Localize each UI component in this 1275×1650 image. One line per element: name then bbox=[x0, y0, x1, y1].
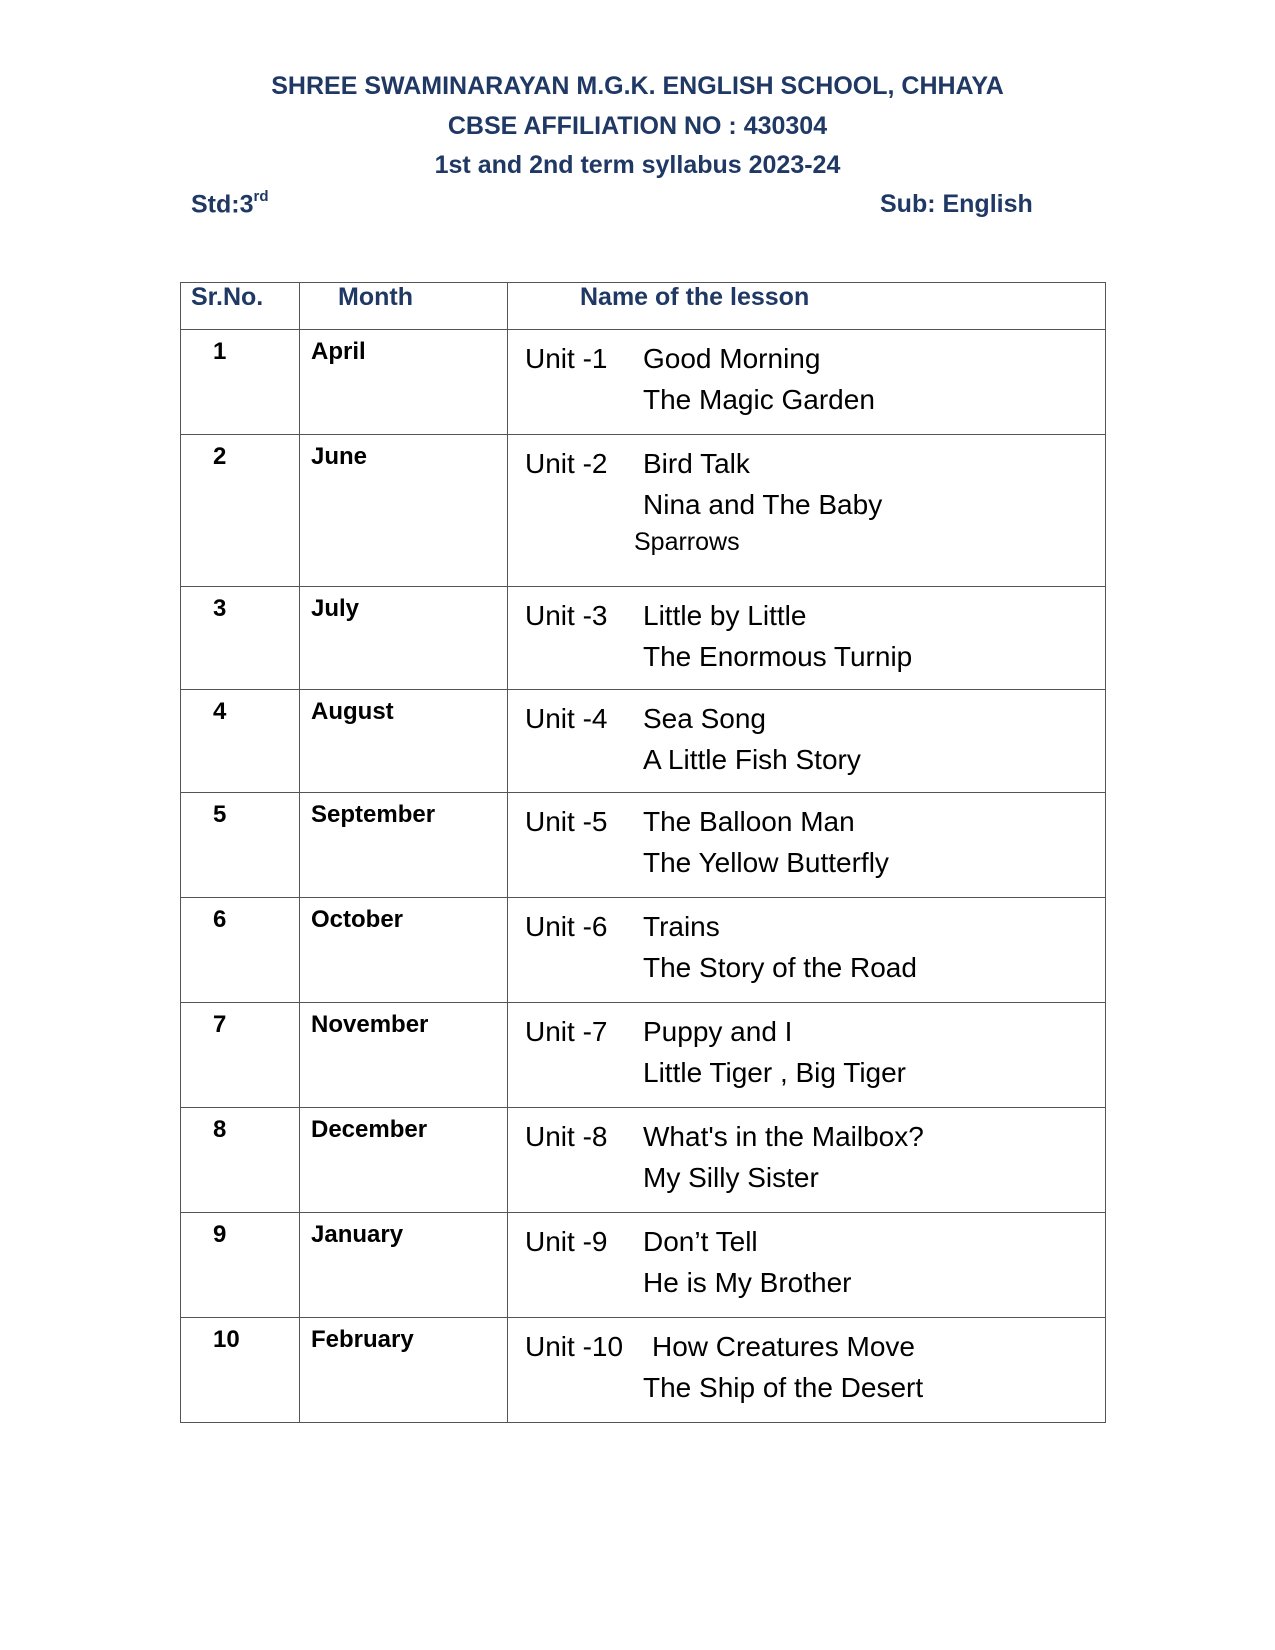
lesson-cell bbox=[508, 898, 1106, 1003]
sr-no-cell: 10 bbox=[181, 1318, 300, 1423]
lesson-title-1: How Creatures Move bbox=[652, 1331, 915, 1362]
lesson-line-1 bbox=[525, 698, 1105, 739]
lesson-title-3: Sparrows bbox=[634, 528, 740, 556]
lesson-title-2: Nina and The Baby bbox=[643, 489, 883, 520]
table-row bbox=[181, 435, 1106, 587]
lesson-title-2: He is My Brother bbox=[643, 1267, 852, 1298]
lesson-title-1: What's in the Mailbox? bbox=[643, 1121, 924, 1152]
column-header-sr-no: Sr.No. bbox=[181, 283, 300, 330]
table-row bbox=[181, 898, 1106, 1003]
sr-no-cell: 8 bbox=[181, 1108, 300, 1213]
table-header-row bbox=[181, 283, 1106, 330]
lesson-line-1 bbox=[525, 1221, 1105, 1262]
lesson-line-1 bbox=[525, 595, 1105, 636]
subject-label: Sub: English bbox=[880, 190, 1033, 218]
lesson-cell bbox=[508, 1108, 1106, 1213]
unit-label: Unit -9 bbox=[525, 1226, 608, 1257]
lesson-title-2: The Story of the Road bbox=[643, 952, 917, 983]
lesson-cell bbox=[508, 690, 1106, 793]
table-row bbox=[181, 1213, 1106, 1318]
month-cell: November bbox=[300, 1003, 508, 1108]
lesson-cell bbox=[508, 435, 1106, 587]
sr-no-cell: 6 bbox=[181, 898, 300, 1003]
sr-no-cell: 3 bbox=[181, 587, 300, 690]
unit-label: Unit -10 bbox=[525, 1331, 624, 1362]
sr-no-cell: 4 bbox=[181, 690, 300, 793]
lesson-line-1 bbox=[525, 1011, 1105, 1052]
lesson-line-1 bbox=[525, 801, 1105, 842]
lesson-line-1 bbox=[525, 1326, 1105, 1367]
lesson-title-1: The Balloon Man bbox=[643, 806, 855, 837]
lesson-title-2: The Magic Garden bbox=[643, 384, 875, 415]
lesson-title-2: The Yellow Butterfly bbox=[643, 847, 889, 878]
sr-no-cell: 2 bbox=[181, 435, 300, 587]
lesson-line-1 bbox=[525, 338, 1105, 379]
lesson-title-2: My Silly Sister bbox=[643, 1162, 819, 1193]
table-row bbox=[181, 587, 1106, 690]
table-row bbox=[181, 1003, 1106, 1108]
lesson-title-2: Little Tiger , Big Tiger bbox=[643, 1057, 907, 1088]
lesson-title-1: Bird Talk bbox=[643, 448, 750, 479]
month-cell: December bbox=[300, 1108, 508, 1213]
unit-label: Unit -4 bbox=[525, 703, 608, 734]
syllabus-title: 1st and 2nd term syllabus 2023-24 bbox=[434, 151, 841, 179]
lesson-title-1: Don’t Tell bbox=[643, 1226, 758, 1257]
lesson-cell bbox=[508, 587, 1106, 690]
table-row bbox=[181, 793, 1106, 898]
lesson-cell bbox=[508, 1318, 1106, 1423]
unit-label: Unit -3 bbox=[525, 600, 608, 631]
school-name: SHREE SWAMINARAYAN M.G.K. ENGLISH SCHOOL, CHHAYA bbox=[271, 72, 1004, 100]
column-header-month: Month bbox=[300, 283, 508, 330]
lesson-title-2: A Little Fish Story bbox=[643, 744, 861, 775]
lesson-cell bbox=[508, 330, 1106, 435]
unit-label: Unit -8 bbox=[525, 1121, 608, 1152]
sr-no-cell: 5 bbox=[181, 793, 300, 898]
sr-no-cell: 7 bbox=[181, 1003, 300, 1108]
month-cell: January bbox=[300, 1213, 508, 1318]
lesson-title-1: Good Morning bbox=[643, 343, 821, 374]
unit-label: Unit -7 bbox=[525, 1016, 608, 1047]
month-cell: April bbox=[300, 330, 508, 435]
month-cell: February bbox=[300, 1318, 508, 1423]
month-cell: June bbox=[300, 435, 508, 587]
unit-label: Unit -5 bbox=[525, 806, 608, 837]
lesson-title-1: Puppy and I bbox=[643, 1016, 793, 1047]
lesson-cell bbox=[508, 1003, 1106, 1108]
table-row bbox=[181, 330, 1106, 435]
lesson-title-2: The Enormous Turnip bbox=[643, 641, 913, 672]
standard-suffix: rd bbox=[253, 188, 269, 205]
lesson-line-1 bbox=[525, 906, 1105, 947]
standard-label bbox=[191, 190, 269, 219]
lesson-line-1 bbox=[525, 443, 1105, 484]
lesson-title-1: Little by Little bbox=[643, 600, 807, 631]
lesson-title-1: Trains bbox=[643, 911, 720, 942]
unit-label: Unit -6 bbox=[525, 911, 608, 942]
standard-text: Std:3 bbox=[191, 190, 254, 219]
month-cell: September bbox=[300, 793, 508, 898]
sr-no-cell: 1 bbox=[181, 330, 300, 435]
lesson-cell bbox=[508, 793, 1106, 898]
column-header-lesson: Name of the lesson bbox=[508, 283, 1106, 330]
month-cell: October bbox=[300, 898, 508, 1003]
month-cell: July bbox=[300, 587, 508, 690]
lesson-cell bbox=[508, 1213, 1106, 1318]
lesson-title-2: The Ship of the Desert bbox=[643, 1372, 924, 1403]
lesson-line-1 bbox=[525, 1116, 1105, 1157]
affiliation-number: CBSE AFFILIATION NO : 430304 bbox=[447, 112, 828, 140]
month-cell: August bbox=[300, 690, 508, 793]
table-row bbox=[181, 690, 1106, 793]
unit-label: Unit -1 bbox=[525, 343, 608, 374]
lesson-title-1: Sea Song bbox=[643, 703, 766, 734]
sr-no-cell: 9 bbox=[181, 1213, 300, 1318]
table-row bbox=[181, 1108, 1106, 1213]
syllabus-table bbox=[180, 282, 1106, 1423]
table-row bbox=[181, 1318, 1106, 1423]
unit-label: Unit -2 bbox=[525, 448, 608, 479]
